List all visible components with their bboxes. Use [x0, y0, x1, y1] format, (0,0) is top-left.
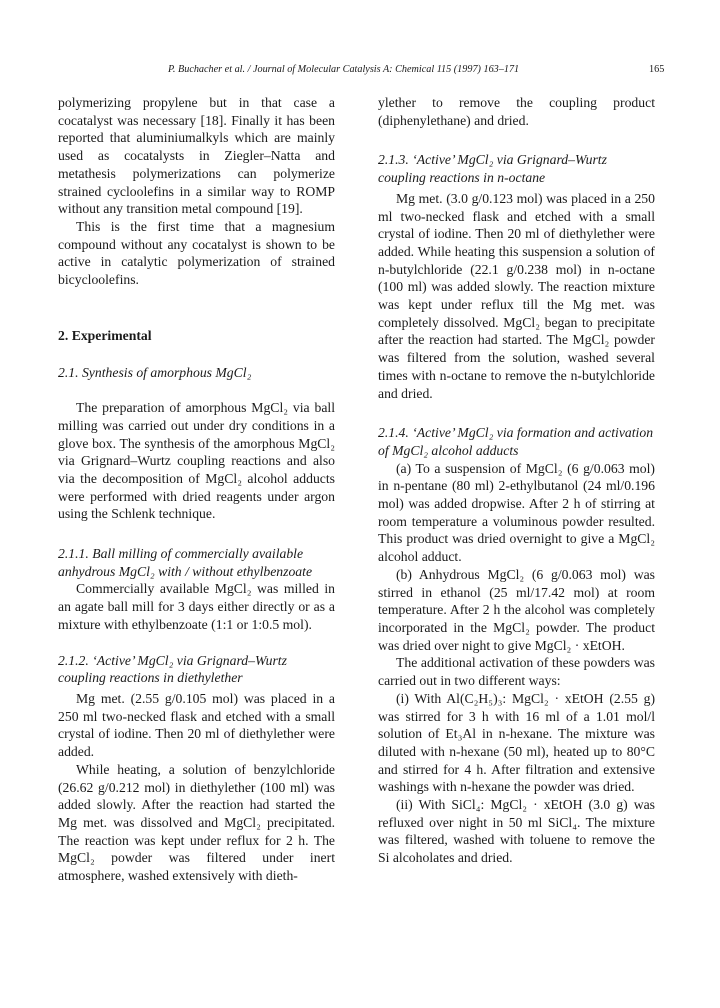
paragraph-mg-diethylether: Mg met. (2.55 g/0.105 mol) was placed in a 250 ml two-necked flask and etched with a small crystal of iodine. Then 20 ml of diethylether were added. — [58, 690, 335, 760]
paragraph-activation: The additional activation of these powders was carried out in two different ways: — [378, 655, 655, 689]
paragraph-adduct-b: (b) Anhydrous MgCl₂ (6 g/0.063 mol) was stirred in ethanol (25 ml/17.42 mol) at room temperature. After 2 h the alcohol was completely incorporated in the MgCl₂ powder. The product was dried over night to give MgCl₂ · xEtOH. — [378, 566, 655, 653]
left-column — [58, 94, 335, 885]
paragraph-adduct-a: (a) To a suspension of MgCl₂ (6 g/0.063 mol) in n-pentane (80 ml) 2-ethylbutanol (24 ml/0.196 mol) was added dropwise. After 2 h of stirring at room temperature a voluminous powder resulted. This product was dried overnight to give a MgCl₂ alcohol adduct. — [378, 460, 655, 565]
paragraph-benzylchloride: While heating, a solution of benzylchloride (26.62 g/0.212 mol) in diethylether (100 ml) was added slowly. After the reaction had started the Mg met. was dissolved and MgCl₂ precipitated. The reaction was kept under reflux for 2 h. The MgCl₂ powder was filtered under inert atmosphere, washed extensively with dieth- — [58, 761, 335, 884]
paragraph-preparation: The preparation of amorphous MgCl₂ via ball milling was carried out under dry conditions in a glove box. The synthesis of the amorphous MgCl₂ via Grignard–Wurtz coupling reactions and also via the decomposition of MgCl₂ alcohol adducts were performed with dried reagents under argon using the Schlenk technique. — [58, 400, 335, 522]
paragraph-activation-i: (i) With Al(C₂H₅)₃: MgCl₂ · xEtOH (2.55 g) was stirred for 3 h with 16 ml of a 1.01 mol/l solution of Et₃Al in n-hexane. The mixture was diluted with n-hexane (50 ml), heated up to 80°C and stirred for 4 h. After filtration and extensive washings with n-hexane the powder was dried. — [378, 690, 655, 795]
page-number: 165 — [649, 64, 665, 75]
page-header — [0, 64, 720, 80]
running-title: P. Buchacher et al. / Journal of Molecular Catalysis A: Chemical 115 (1997) 163–171 — [168, 64, 520, 75]
paragraph-activation-ii: (ii) With SiCl₄: MgCl₂ · xEtOH (3.0 g) was refluxed over night in 50 ml SiCl₄. The mixture was filtered, washed with toluene to remove the Si alcoholates and dried. — [378, 797, 655, 866]
right-column — [378, 94, 655, 867]
paragraph-ball-milling: Commercially available MgCl₂ was milled in an agate ball mill for 3 days either directly or as a mixture with ethylbenzoate (1:1 or 1:0.5 mol). — [58, 581, 335, 632]
subsubsection-heading-2-1-4: 2.1.4. ‘Active’ MgCl₂ via formation and activation of MgCl₂ alcohol adducts — [378, 425, 654, 458]
subsubsection-heading-2-1-1: 2.1.1. Ball milling of commercially available anhydrous MgCl₂ with / without ethylbenzoate — [58, 546, 313, 579]
paragraph-first-time: This is the first time that a magnesium compound without any cocatalyst is shown to be active in catalytic polymerization of strained bicycloolefins. — [58, 218, 335, 288]
paragraph-diethylether-continued: ylether to remove the coupling product (diphenylethane) and dried. — [378, 95, 655, 128]
paragraph-mg-octane: Mg met. (3.0 g/0.123 mol) was placed in a 250 ml two-necked flask and etched with a small crystal of iodine. Then 20 ml of diethylether were added. While heating this suspension a solution of n-butylchloride (22.1 g/0.238 mol) in n-octane (100 ml) was added slowly. The reaction mixture was kept under reflux till the Mg met. was completely dissolved. MgCl₂ began to precipitate after the reaction had started. The MgCl₂ powder was filtered from the solution, washed several times with n-octane to remove the n-butylchloride and dried. — [378, 190, 655, 401]
subsection-heading-2-1: 2.1. Synthesis of amorphous MgCl₂ — [58, 365, 252, 381]
section-heading-experimental: 2. Experimental — [58, 327, 152, 343]
paragraph-intro-continued: polymerizing propylene but in that case a cocatalyst was necessary [18]. Finally it has been reported that aluminiumalkyls which are mainly used as cocatalysts in Ziegler–Natta and metathesis polymerizations can polymerize strained cycloolefins in a similar way to ROMP without any transition metal compound [19]. — [58, 95, 335, 217]
subsubsection-heading-2-1-2: 2.1.2. ‘Active’ MgCl₂ via Grignard–Wurtz coupling reactions in diethylether — [58, 652, 287, 686]
subsubsection-heading-2-1-3: 2.1.3. ‘Active’ MgCl₂ via Grignard–Wurtz coupling reactions in n-octane — [378, 152, 607, 186]
